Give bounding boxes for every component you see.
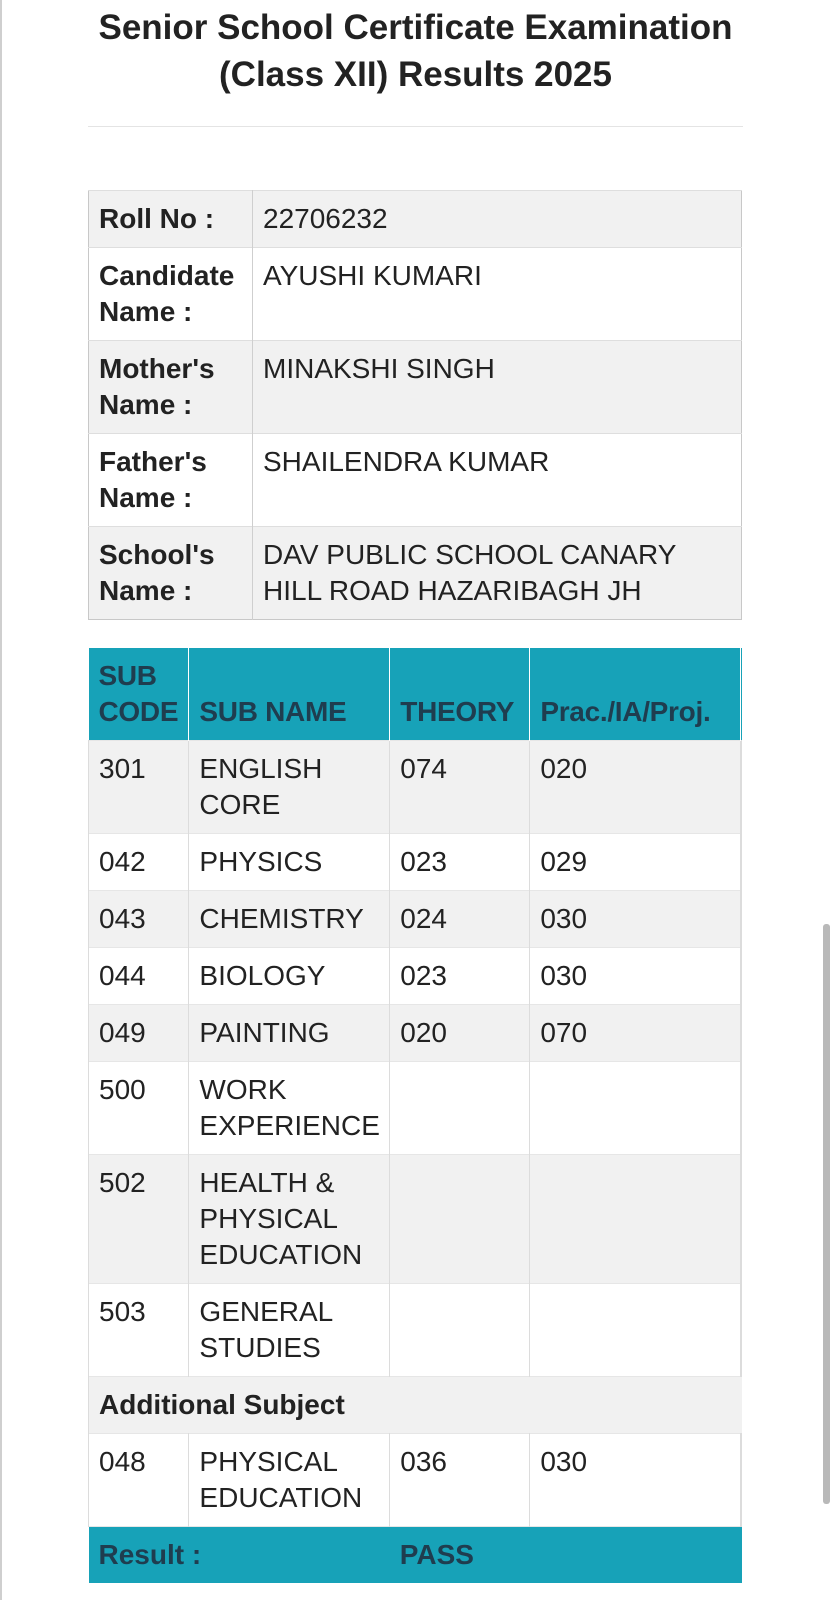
subject-name: ENGLISH CORE [189, 741, 390, 834]
subject-code: 049 [89, 1005, 189, 1062]
candidate-name-row [89, 248, 742, 341]
subject-row [89, 1155, 742, 1284]
extra-cell [741, 1527, 742, 1584]
extra-cell [741, 1062, 742, 1155]
school-name-label: School's Name : [89, 527, 253, 620]
theory-marks [390, 1155, 530, 1284]
candidate-name-label: Candidate Name : [89, 248, 253, 341]
subject-name: BIOLOGY [189, 948, 390, 1005]
mother-name-row [89, 341, 742, 434]
extra-cell [741, 834, 742, 891]
school-name-value: DAV PUBLIC SCHOOL CANARY HILL ROAD HAZARIBAGH JH [253, 527, 742, 620]
subject-name: CHEMISTRY [189, 891, 390, 948]
additional-subject-label: Additional Subject [89, 1377, 742, 1434]
theory-marks: 023 [390, 834, 530, 891]
title-divider [88, 126, 743, 127]
roll-no-label: Roll No : [89, 191, 253, 248]
theory-marks: 074 [390, 741, 530, 834]
extra-cell [741, 1005, 742, 1062]
subject-code: 042 [89, 834, 189, 891]
roll-no-value: 22706232 [253, 191, 742, 248]
marks-table-container [88, 648, 742, 1583]
practical-marks: 020 [530, 741, 741, 834]
page-title: Senior School Certificate Examination (Class XII) Results 2025 [98, 8, 733, 94]
theory-marks: 024 [390, 891, 530, 948]
practical-marks: 030 [530, 1434, 741, 1527]
theory-marks: 036 [390, 1434, 530, 1527]
page-left-border [0, 0, 2, 1600]
subject-row [89, 1284, 742, 1377]
subject-code: 500 [89, 1062, 189, 1155]
roll-no-row [89, 191, 742, 248]
practical-marks: 070 [530, 1005, 741, 1062]
subject-code: 503 [89, 1284, 189, 1377]
result-label: Result : [89, 1527, 390, 1584]
header-theory: THEORY [390, 648, 530, 741]
subject-code: 502 [89, 1155, 189, 1284]
subject-row [89, 948, 742, 1005]
practical-marks [530, 1062, 741, 1155]
subject-code: 044 [89, 948, 189, 1005]
marks-body [89, 741, 742, 1584]
subject-row [89, 741, 742, 834]
extra-cell [741, 741, 742, 834]
subject-name: PAINTING [189, 1005, 390, 1062]
father-name-value: SHAILENDRA KUMAR [253, 434, 742, 527]
extra-cell [741, 1434, 742, 1527]
practical-marks: 030 [530, 948, 741, 1005]
practical-marks: 030 [530, 891, 741, 948]
extra-cell [741, 1284, 742, 1377]
header-practical: Prac./IA/Proj. [530, 648, 741, 741]
subject-name: GENERAL STUDIES [189, 1284, 390, 1377]
subject-row [89, 1434, 742, 1527]
header-sub-name: SUB NAME [189, 648, 390, 741]
marks-header-row [89, 648, 742, 741]
subject-name: HEALTH & PHYSICAL EDUCATION [189, 1155, 390, 1284]
father-name-row [89, 434, 742, 527]
additional-subject-row [89, 1377, 742, 1434]
mother-name-value: MINAKSHI SINGH [253, 341, 742, 434]
father-name-label: Father's Name : [89, 434, 253, 527]
school-name-row [89, 527, 742, 620]
header-extra [741, 648, 742, 741]
header-sub-code [89, 648, 189, 741]
theory-marks: 023 [390, 948, 530, 1005]
subject-code: 048 [89, 1434, 189, 1527]
subject-row [89, 1005, 742, 1062]
extra-cell [741, 891, 742, 948]
extra-cell [741, 948, 742, 1005]
result-row [89, 1527, 742, 1584]
subject-name: PHYSICAL EDUCATION [189, 1434, 390, 1527]
subject-name: PHYSICS [189, 834, 390, 891]
subject-code: 043 [89, 891, 189, 948]
result-value: PASS [390, 1527, 741, 1584]
theory-marks: 020 [390, 1005, 530, 1062]
subject-row [89, 834, 742, 891]
marks-table [88, 648, 742, 1583]
candidate-details-table [88, 190, 742, 620]
practical-marks [530, 1284, 741, 1377]
subject-name: WORK EXPERIENCE [189, 1062, 390, 1155]
subject-row [89, 891, 742, 948]
theory-marks [390, 1062, 530, 1155]
mother-name-label: Mother's Name : [89, 341, 253, 434]
extra-cell [741, 1155, 742, 1284]
subject-row [89, 1062, 742, 1155]
candidate-name-value: AYUSHI KUMARI [253, 248, 742, 341]
practical-marks: 029 [530, 834, 741, 891]
subject-code: 301 [89, 741, 189, 834]
scrollbar[interactable] [823, 924, 830, 1504]
header-sub-code-text: SUB CODE [98, 660, 179, 727]
theory-marks [390, 1284, 530, 1377]
practical-marks [530, 1155, 741, 1284]
